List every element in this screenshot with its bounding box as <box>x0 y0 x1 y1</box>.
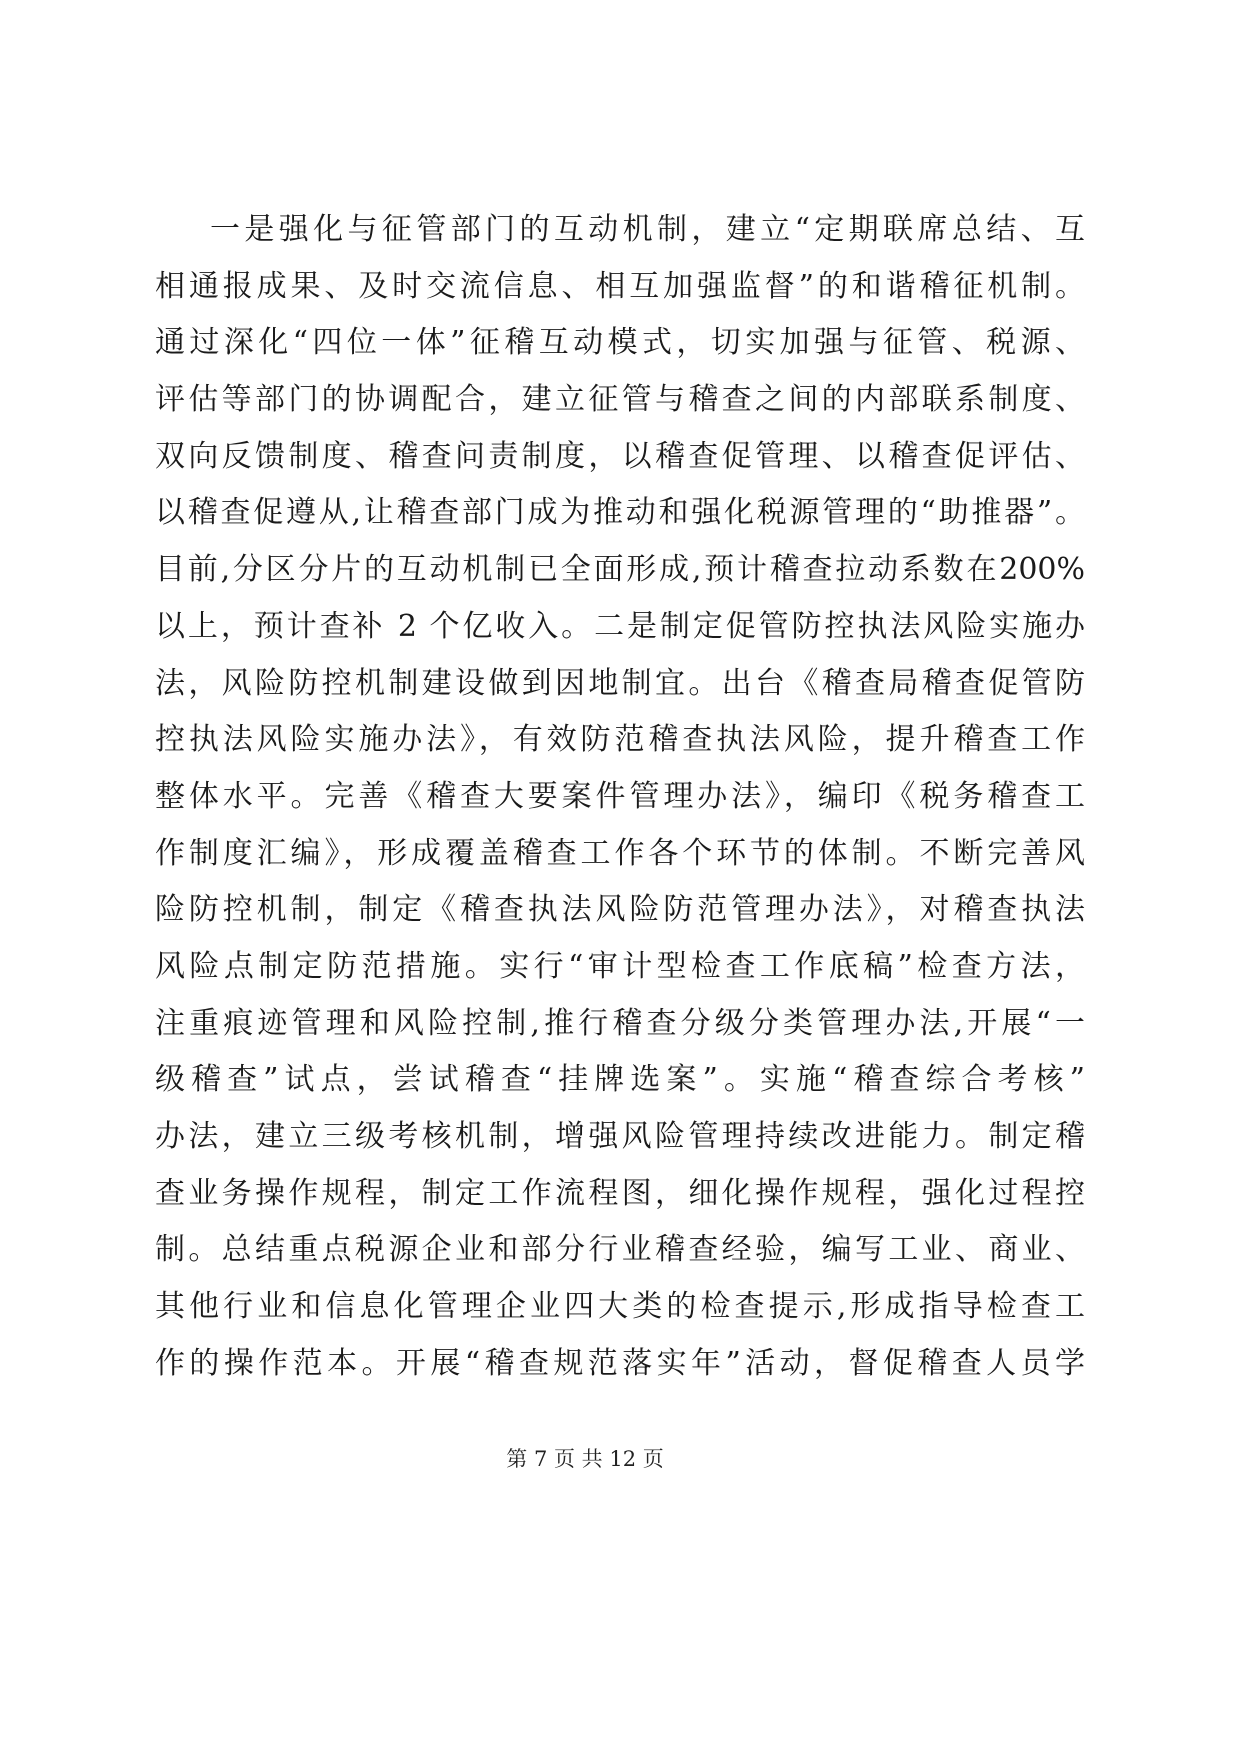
paragraph-line: 其他行业和信息化管理企业四大类的检查提示,形成指导检查工 <box>155 1289 1085 1325</box>
paragraph-line: 目前,分区分片的互动机制已全面形成,预计稽查拉动系数在200% <box>155 552 1085 588</box>
paragraph-line: 风险点制定防范措施。实行“审计型检查工作底稿”检查方法， <box>155 948 1085 984</box>
paragraph-line: 法，风险防控机制建设做到因地制宜。出台《稽查局稽查促管防 <box>155 665 1085 701</box>
paragraph-line: 办法，建立三级考核机制，增强风险管理持续改进能力。制定稽 <box>155 1119 1085 1154</box>
paragraph-line: 级稽查”试点，尝试稽查“挂牌选案”。实施“稽查综合考核” <box>155 1062 1085 1098</box>
paragraph-line: 相通报成果、及时交流信息、相互加强监督”的和谐稽征机制。 <box>155 268 1085 304</box>
paragraph-line: 通过深化“四位一体”征稽互动模式，切实加强与征管、税源、 <box>155 325 1085 361</box>
paragraph-line: 险防控机制，制定《稽查执法风险防范管理办法》，对稽查执法 <box>155 892 1085 928</box>
page-footer: 第 7 页 共 12 页 <box>506 1447 664 1471</box>
paragraph-line: 以稽查促遵从,让稽查部门成为推动和强化税源管理的“助推器”。 <box>155 495 1085 531</box>
paragraph-line: 作制度汇编》，形成覆盖稽查工作各个环节的体制。不断完善风 <box>155 835 1085 871</box>
paragraph-line: 双向反馈制度、稽查问责制度，以稽查促管理、以稽查促评估、 <box>155 438 1085 474</box>
paragraph-line: 注重痕迹管理和风险控制,推行稽查分级分类管理办法,开展“一 <box>155 1005 1085 1041</box>
paragraph-line: 作的操作范本。开展“稽查规范落实年”活动，督促稽查人员学 <box>155 1345 1085 1381</box>
paragraph-line: 评估等部门的协调配合，建立征管与稽查之间的内部联系制度、 <box>155 382 1085 418</box>
paragraph-line: 一是强化与征管部门的互动机制，建立“定期联席总结、互 <box>210 212 1085 247</box>
paragraph-line: 控执法风险实施办法》，有效防范稽查执法风险，提升稽查工作 <box>155 722 1085 758</box>
paragraph-line: 整体水平。完善《稽查大要案件管理办法》，编印《税务稽查工 <box>155 778 1085 814</box>
paragraph-line: 制。总结重点税源企业和部分行业稽查经验，编写工业、商业、 <box>155 1232 1085 1268</box>
paragraph-line: 查业务操作规程，制定工作流程图，细化操作规程，强化过程控 <box>155 1175 1085 1211</box>
body-paragraph <box>155 202 1085 1392</box>
paragraph-line: 以上，预计查补 2 个亿收入。二是制定促管防控执法风险实施办 <box>155 608 1085 644</box>
